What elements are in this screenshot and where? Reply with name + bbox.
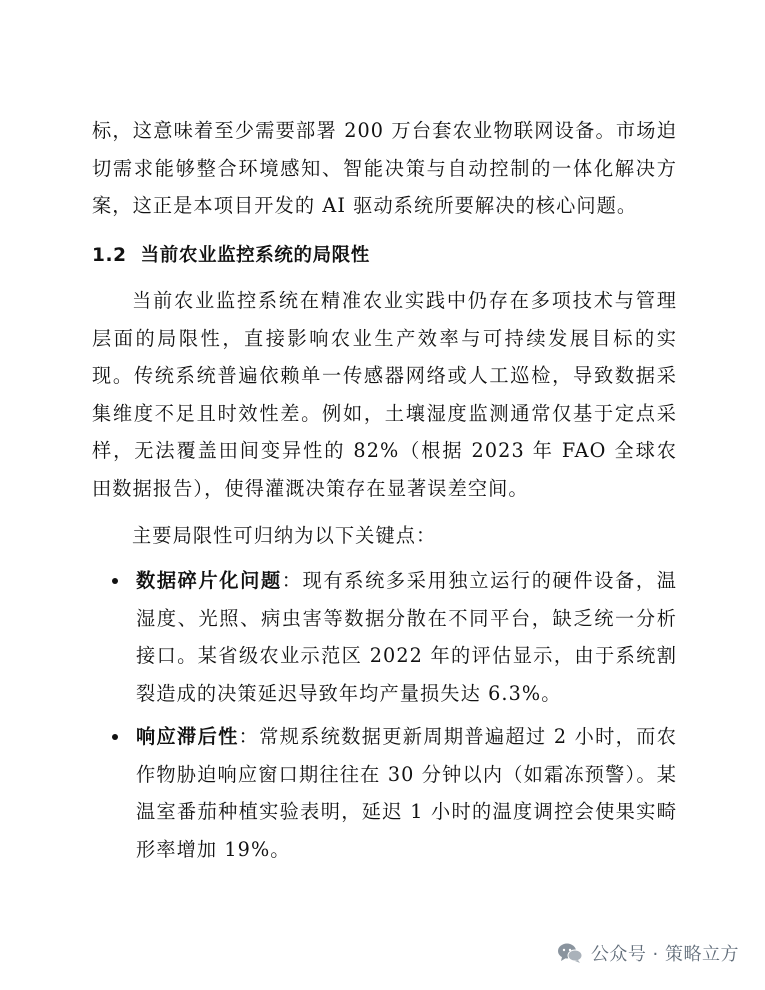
section-heading — [92, 240, 370, 272]
watermark-label: 公众号 · 策略立方 — [590, 944, 739, 965]
intro-paragraph: 标，这意味着至少需要部署 200 万台套农业物联网设备。市场迫切需求能够整合环境感知、智能决策与自动控制的一体化解决方案，这正是本项目开发的 AI 驱动系统所要解决的核心问题。 — [92, 119, 677, 217]
body-paragraph: 当前农业监控系统在精准农业实践中仍存在多项技术与管理层面的局限性，直接影响农业生产效率与可持续发展目标的实现。传统系统普遍依赖单一传感器网络或人工巡检，导致数据采集维度不足且时效性差。例如，土壤湿度监测通常仅基于定点采样，无法覆盖田间变异性的 82%（根据 2023 年 FAO 全球农田数据报告），使得灌溉决策存在显著误差空间。 — [92, 289, 677, 500]
summary-line: 主要局限性可归纳为以下关键点： — [132, 524, 437, 547]
wechat-icon — [557, 942, 583, 964]
bullet-description: ：常规系统数据更新周期普遍超过 2 小时，而农作物胁迫响应窗口期往往在 30 分钟以内（如霜冻预警）。某温室番茄种植实验表明，延迟 1 小时的温度调控会使果实畸形率增加 19%。 — [136, 725, 677, 861]
bullet-dot-icon — [112, 734, 118, 740]
section-title: 当前农业监控系统的局限性 — [140, 245, 370, 266]
bullet-text — [136, 718, 677, 868]
bullet-description: ：现有系统多采用独立运行的硬件设备，温湿度、光照、病虫害等数据分散在不同平台，缺乏统一分析接口。某省级农业示范区 2022 年的评估显示，由于系统割裂造成的决策延迟导致年均产量损失达 6.3%。 — [136, 569, 677, 705]
bullet-dot-icon — [112, 578, 118, 584]
bullet-text — [136, 562, 677, 712]
watermark — [557, 938, 739, 968]
bullet-term: 数据碎片化问题 — [136, 569, 282, 592]
bullet-term: 响应滞后性 — [136, 725, 239, 748]
section-number: 1.2 — [92, 245, 127, 266]
